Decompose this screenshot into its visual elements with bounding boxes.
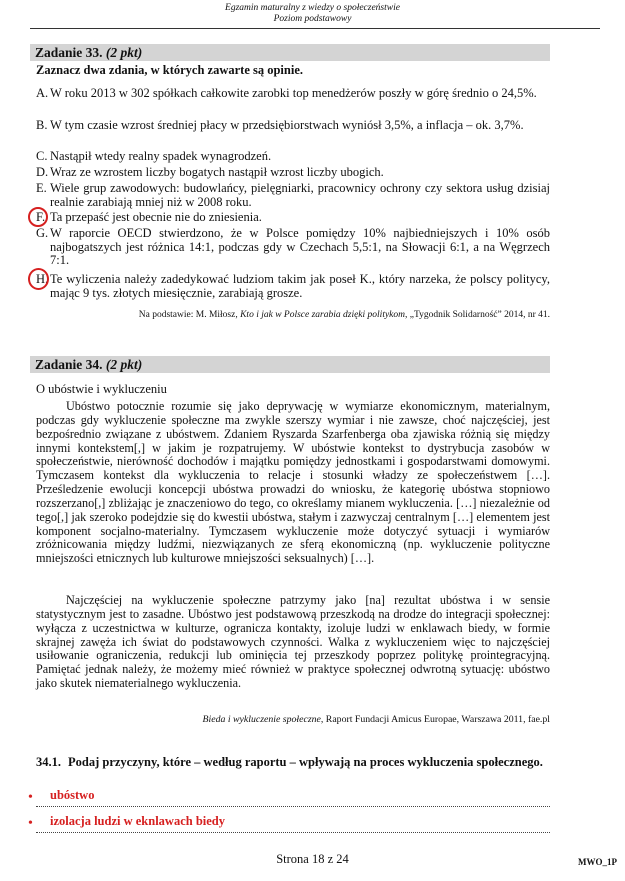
option-text: Nastąpił wtedy realny spadek wynagrodzeń. bbox=[50, 149, 272, 163]
article-title: O ubóstwie i wykluczeniu bbox=[36, 382, 167, 396]
bullet-icon: • bbox=[28, 790, 33, 805]
option-letter: D. bbox=[36, 165, 49, 179]
option-letter: A. bbox=[36, 86, 49, 100]
task33-title: Zadanie 33. bbox=[35, 45, 103, 60]
task34-heading bbox=[30, 356, 550, 373]
option-e bbox=[36, 182, 550, 209]
source-suffix: , Raport Fundacji Amicus Europae, Warszawa 2011, fae.pl bbox=[320, 714, 550, 725]
question-text: Podaj przyczyny, które – według raportu – wpływają na proces wykluczenia społecznego. bbox=[68, 755, 543, 769]
option-text: Ta przepaść jest obecnie nie do zniesienia. bbox=[50, 210, 262, 224]
page-header bbox=[0, 3, 625, 25]
option-text: Wraz ze wzrostem liczby bogatych nastąpił wzrost liczby ubogich. bbox=[50, 165, 384, 179]
answer-text: ubóstwo bbox=[50, 788, 95, 802]
option-letter: B. bbox=[36, 118, 48, 132]
task33-heading bbox=[30, 44, 550, 61]
answer-line-1[interactable] bbox=[28, 788, 550, 807]
option-c bbox=[36, 150, 550, 164]
article-paragraph-2: Najczęściej na wykluczenie społeczne patrzymy jako [na] rezultat ubóstwa i w sensie statystycznym jest to zasadne. Ubóstwo jest podstawową przeszkodą na drodze do integracji społecznej: wyłącza z uczestnictwa w kulturze, ogranicza kontakty, izoluje ludzi w enklawach biedy, w formie skrajnej zawęża ich świat do podstawowych czynności. Walka z wykluczeniem więc to najczęściej usiłowanie ograniczenia, redukcji lub ominięcia tej przeszkody poprzez politykę prointegracyjną. Pamiętać jednak należy, że możemy mieć również w praktyce społecznej odwrotną sytuację: ubóstwo jako skutek niematerialnego wykluczenia. bbox=[36, 593, 550, 691]
task33-source bbox=[60, 310, 550, 320]
task34-source bbox=[60, 714, 550, 725]
option-text: W tym czasie wzrost średniej płacy w przedsiębiorstwach wyniósł 3,5%, a inflacja – ok. 3,7%. bbox=[50, 118, 524, 132]
option-text: W raporcie OECD stwierdzono, że w Polsce pomiędzy 10% najbiedniejszych i 10% osób najbogatszych jest różnica 14:1, podczas gdy w Czechach 5,5:1, na Słowacji 6:1, a na Węgrzech 7:1. bbox=[50, 226, 550, 268]
option-letter: E. bbox=[36, 181, 47, 195]
task33-instruction: Zaznacz dwa zdania, w których zawarte są opinie. bbox=[36, 63, 303, 77]
source-prefix: Na podstawie: M. Miłosz, bbox=[138, 310, 241, 320]
option-d bbox=[36, 166, 550, 180]
option-h bbox=[36, 273, 550, 300]
option-b bbox=[36, 119, 550, 133]
header-level: Poziom podstawowy bbox=[273, 14, 352, 24]
exam-code: MWO_1P bbox=[578, 857, 617, 867]
source-title: Kto i jak w Polsce zarabia dzięki politykom bbox=[240, 310, 406, 320]
option-letter: H. bbox=[36, 272, 49, 286]
option-g bbox=[36, 227, 550, 268]
source-suffix: , „Tygodnik Solidarność” 2014, nr 41. bbox=[405, 310, 550, 320]
option-text: Wiele grup zawodowych: budowlańcy, pielęgniarki, pracownicy ochrony czy sektora usług dzisiaj realnie zarabiają mniej niż w 2008 roku. bbox=[50, 181, 550, 209]
header-divider bbox=[30, 28, 600, 29]
article-paragraph-1: Ubóstwo potocznie rozumie się jako deprywację w wymiarze ekonomicznym, materialnym, podczas gdy wykluczenie społeczne ma zwykle szerszy wymiar i nie zawsze, choć najczęściej, jest bezpośrednio związane z ubóstwem. Zdaniem Ryszarda Szarfenberga oba zjawiska różnią się między innymi kontekstem[,] w jakim je rozpatrujemy. W ubóstwie kontekst to dystrybucja zasobów w społeczeństwie, nierówność dochodów i majątku pomiędzy jednostkami i gospodarstwami domowymi. Tymczasem kontekst dla wykluczenia to relacje i stosunki władzy ze społeczeństwem […]. Prześledzenie ewolucji koncepcji ubóstwa prowadzi do wniosku, że kategorię ubóstwa stopniowo rozszerzano[,] zbliżając je znaczeniowo do tego, co określamy mianem wykluczenia. […] niezależnie od tego[,] jak szeroko podejdzie się do kwestii ubóstwa, stałym i zazwyczaj centralnym […] elementem jest komponent socjalno-materialny. Tymczasem wykluczenie może dotyczyć sytuacji i wymiarów zróżnicowania między ludźmi, niezwiązanych ze sferą ekonomiczną (np. wykluczenie polityczne mniejszości etnicznych lub kulturowe mniejszości seksualnych) […]. bbox=[36, 399, 550, 566]
option-letter: C. bbox=[36, 149, 48, 163]
header-exam-title: Egzamin maturalny z wiedzy o społeczeństwie bbox=[225, 3, 400, 13]
option-f bbox=[36, 211, 550, 225]
answer-circle-f bbox=[28, 207, 48, 227]
question-number: 34.1. bbox=[36, 755, 61, 769]
answer-line-2[interactable] bbox=[28, 814, 550, 833]
answer-text: izolacja ludzi w eknlawach biedy bbox=[50, 814, 226, 828]
source-title: Bieda i wykluczenie społeczne bbox=[202, 714, 321, 725]
option-text: Te wyliczenia należy zadedykować ludziom takim jak poseł K., który narzeka, że polscy politycy, mając 9 tys. złotych miesięcznie, zarabiają grosze. bbox=[50, 272, 550, 300]
task33-points: (2 pkt) bbox=[105, 45, 143, 60]
page-number: Strona 18 z 24 bbox=[276, 852, 349, 866]
question-34-1 bbox=[36, 755, 550, 769]
option-letter: F. bbox=[36, 210, 46, 224]
task34-title: Zadanie 34. bbox=[35, 357, 103, 372]
option-a bbox=[36, 87, 550, 101]
option-letter: G. bbox=[36, 226, 49, 240]
option-text: W roku 2013 w 302 spółkach całkowite zarobki top menedżerów poszły w górę średnio o 24,5%. bbox=[50, 86, 537, 100]
answer-circle-h bbox=[28, 268, 49, 290]
bullet-icon: • bbox=[28, 816, 33, 831]
task34-points: (2 pkt) bbox=[105, 357, 143, 372]
